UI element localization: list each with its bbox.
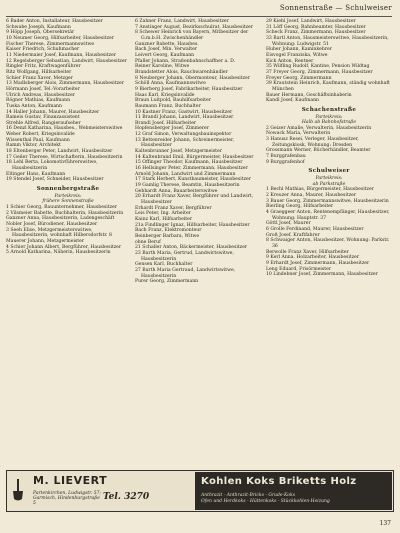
directory-entry: 2 Vilsmeier Babette, Buchhalterin, Hausbesitzerin <box>6 210 124 216</box>
directory-entry: 17 Stark Herbert, Kunstbaumeister, Hausbesitzer <box>135 177 251 183</box>
directory-entry: Rameis Gustav, Finanzassistent <box>6 115 80 121</box>
directory-entry: 9 Bierberg Josef, Fabrikarbeiter, Hausbesitzer <box>135 86 243 92</box>
directory-entry: 27 Barth Maria Gertraud, Landwirtswitwe, Hausbesitzerin <box>135 267 236 279</box>
header-rule <box>6 16 392 17</box>
directory-entry: Freyer Georg, Zimmermann <box>266 75 332 81</box>
column-1 <box>6 19 130 256</box>
directory-entry: 8 Schwaiger Anton, Hausbesitzer, Wohnung: Parkstr. 36 <box>266 238 390 249</box>
directory-entry: Ganzner Babette, Hausbes. <box>135 41 199 47</box>
company-telephone: Tel. 3270 <box>103 492 150 502</box>
directory-entry: 14 Kaltenbrand Emil, Bürgermeister, Hausbesitzer <box>135 154 254 160</box>
directory-entry: 6 Zahner Franz, Landwirt, Hausbesitzer <box>135 19 229 24</box>
directory-entry: Gebhardt Anna, Bauarbeiterswitwe <box>135 188 218 194</box>
directory-entry: Strehle Alfred, Rangieraufseher <box>6 120 81 126</box>
directory-entry: Kick Anton, Rentner <box>266 58 314 64</box>
directory-entry: Ganzner Anna, Hausbesitzerin, Ladengeschäft <box>6 216 115 222</box>
directory-entry: Haas Karl, Kriegsinvalide <box>135 92 195 98</box>
directory-entry: Arnold Johann, Landwirt und Zimmermann <box>135 171 236 177</box>
street-subheading: Parteikreis: <box>315 176 343 182</box>
directory-entry: 19 Gamlig Therese, Beamtin, Hausbesitzerin <box>135 183 240 189</box>
street-subheading: Parteikreis: <box>54 193 82 199</box>
column-3 <box>266 19 392 278</box>
directory-entry: Eltinger Hans, Kaufmann <box>6 171 66 177</box>
directory-entry: Kaiser Friedrich, Schuhmacher <box>6 47 80 53</box>
directory-entry: Leng Eduard, Frisörmeister <box>266 266 332 272</box>
directory-entry: Bach Josef, Min. Verwalter <box>135 47 198 53</box>
street-heading: Schulweiser <box>308 168 350 175</box>
street-heading: Schachenstraße <box>301 106 357 113</box>
directory-entry: Leis Peter, Ing. Arbeiter <box>135 211 191 217</box>
directory-entry: 16 Denzl Katharina, Hausbes., Webmeisterswitwe <box>6 126 123 132</box>
advertisement <box>6 470 394 512</box>
directory-entry: Brandl Josef, Hilfsarbeiter <box>135 120 197 126</box>
directory-entry: 37 Freyer Georg, Zimmermann, Hausbesitzer <box>266 69 373 75</box>
directory-entry: 13 Madlsberger Alois, Zimmermann, Hausbesitzer <box>6 81 124 87</box>
directory-entry: 21 Schaller Anton, Bäckermeister, Hausbesitzer <box>135 245 247 251</box>
directory-entry: 8 Schewer Heinrich von Bayern, Mitbesitzer der G.m.b.H. Zwischenhändler <box>135 30 249 41</box>
directory-entry: Gensen Karl, Buchhalter <box>135 262 193 268</box>
directory-entry: 15 Offinger Theodor, Kaufmann, Hausbesitzer <box>135 160 243 166</box>
directory-entry: 3 Seeh Elise, Metzgermeisterswitwe, Hausbesitzerin, wohnhaft Hilbersdorfstr. 8 <box>6 227 112 239</box>
directory-entry: Bauer Hermann, Geschäftsinhaberin <box>266 92 352 98</box>
directory-entry: Ritz Wolfgang, Hilfsarbeiter <box>6 69 72 75</box>
directory-entry: 29 Kiehl Josef, Landwirt, Hausbesitzer <box>266 19 356 24</box>
directory-entry: Leivert Georg, Kaufmann <box>135 52 195 58</box>
directory-entry: 18 Lehl Berta, Lokomotivführerswitwe, Hausbesitzerin <box>6 160 98 172</box>
directory-entry: 19 Stendel Josef, Schneider, Hausbesitzer <box>6 177 104 183</box>
directory-entry: Purer Georg, Zimmermann <box>135 279 199 285</box>
directory-entry: Kaltenbrunner Josef, Metzgermeister <box>135 149 222 155</box>
directory-entry: 6 Bader Anton, Installateur, Hausbesitzer <box>6 19 103 24</box>
directory-entry: 11 Brandl Johann, Landwirt, Hausbesitzer <box>135 115 234 121</box>
directory-entry: Kandl Josef, Kaufmann <box>266 98 319 104</box>
directory-entry: 10 Lindebner Josef, Zimmermann, Hausbesitzer <box>266 272 378 278</box>
directory-entry: 39 Krautstein Heinrich, Kaufmann, ständig wohnhaft München <box>266 81 390 92</box>
street-subheading: Parteikreis: <box>315 114 343 120</box>
street-subheading: ab Parkstraße <box>312 181 346 187</box>
directory-entry: Schöll Anna, Kaufmannswitwe <box>135 81 206 87</box>
directory-entry: Ringler Fritz, Kraftwagenführer <box>6 64 81 70</box>
directory-entry: Göttl Josef, Maurer <box>266 221 311 227</box>
company-address: Partenkirchen, Ludwigstr. 57; Garmisch, Hindenburgstraße 5 <box>33 491 102 506</box>
directory-entry: Scheck Franz, Zimmermann, Hausbesitzer <box>266 30 366 36</box>
directory-entry: Berwolle Franz Xaver, Hilfsarbeiter <box>266 249 349 255</box>
directory-entry: Fischer Therese, Zimmermannswitwe <box>6 41 95 47</box>
shovel-logo-icon <box>11 479 25 501</box>
directory-entry: 17 Geiler Therese, Wirtschafterin, Hausbesitzerin <box>6 154 123 160</box>
directory-entry: 2 Kreuzer Anna, Maurer, Hausbesitzer <box>266 193 357 199</box>
directory-entry: 13 Bettenreider Johann, Schreinermeister, Hausbesitzer <box>135 137 235 149</box>
directory-entry: Groß Josef, Kraftfahrer <box>266 232 320 238</box>
directory-entry: Nobler Josef, Bürodiener, Hausbesitzer <box>6 221 98 227</box>
directory-entry: 10 Kastner Franz, Gastwirt, Hausbesitzer <box>135 109 233 115</box>
directory-entry: 6 Grolle Ferdinand, Maurer, Hausbesitzer <box>266 226 364 232</box>
directory-entry: Nowack Maria, Verwalterin <box>266 131 331 137</box>
directory-entry: 8 Neuberger Johann, Obermonteur, Hausbesitzer <box>135 75 250 81</box>
directory-entry: Mauerer Johann, Metzgermeister <box>6 238 85 244</box>
directory-entry: Tuska Anton, Kaufmann <box>6 103 62 109</box>
directory-entry: 4 Graeggeer Anton, Rentenempfänger, Hausbesitzer, Wohnung: Hauptstr. 37 <box>266 210 390 221</box>
directory-entry: 4 Schier Johann Albert, Bergführer, Hausbesitzer <box>6 244 122 250</box>
directory-entry: Bach Franz, Elektromonteur <box>135 228 202 234</box>
directory-entry: 12 Graf Simon, Verwaltungsbauinspektor <box>135 132 232 138</box>
directory-entry: Grossmann Werner, Bücherhändler, Beamter <box>266 148 371 154</box>
directory-entry: Braun Luitpold, Bauhilfsarbeiter <box>135 98 211 104</box>
directory-entry: 10 Neumer Georg, Hilfsarbeiter, Hausbesitzer <box>6 35 114 41</box>
products-line-2: Ofen und Herdkoks - Hüttenkoks - Stückkohlen-Heizung <box>201 499 330 504</box>
header-title: Sonnenstraße — Schulweiser <box>279 4 392 12</box>
directory-entry: Beinberger Barbara, Witwe <box>135 233 200 239</box>
directory-entry: 11 Niedermaier Josef, Kaufmann, Hausbesitzer <box>6 52 116 58</box>
directory-entry: Brandstetter Alois, Rauchwarenhändler <box>135 69 228 75</box>
products-headline: Kohlen Koks Briketts Holz <box>201 476 357 487</box>
page-header <box>6 4 392 16</box>
directory-entry: 21a Findlinger Ignaz, Hilfsarbeiter, Hausbesitzer <box>135 222 250 228</box>
directory-entry: 1 Schier Georg, Bauunternehmer, Hausbesitzer <box>6 205 117 210</box>
directory-entry: 31 Löff Georg, Bahnbeamter, Hausbesitzer <box>266 24 366 30</box>
directory-entry: 35 Wilfling Rudolf, Kantine, Pension Wildtag <box>266 64 370 70</box>
directory-entry: 9 Kerl Anna, Holzarbeiter, Hausbesitzer <box>266 255 360 261</box>
directory-entry: 5 Arnold Katharina, Näherin, Hausbesitzerin <box>6 250 111 256</box>
directory-entry: 3 Hanusz Resei, Verleger, Hausbesitzer, Zeitungskiosk, Wohnung: Dresden <box>266 137 359 148</box>
street-subheading: frühere Sonnenstraße <box>42 199 94 205</box>
directory-entry: Hopfensberger Josef, Zimmerer <box>135 126 209 132</box>
directory-entry: Wissenthal Paul, Kaufmann <box>6 137 70 143</box>
directory-entry: 20 Erhardt Franz Xaver, Bergführer und Landwirt, Hausbesitzer <box>135 194 254 205</box>
directory-entry: Weber Robert, Kriegsinvalide <box>6 132 75 138</box>
products-line-1: Anthrazit - Anthrazit-Bricks - Grude-Koks <box>201 493 296 498</box>
directory-entry: 9 Erhardt Josef, Zimmermann, Hausbesitzer <box>266 260 370 266</box>
directory-entry: 3 Bauer Georg, Zimmermannswitwe, Hausbesitzerin <box>266 198 389 204</box>
directory-entry: Hörmann Josef, Tel.-Vorarbeiter <box>6 86 80 92</box>
directory-entry: Rögner Mathias, Kaufmann <box>6 98 71 104</box>
directory-entry: Schwabe Joseph, Kaufmann <box>6 24 71 30</box>
directory-entry: Erhardt Franz Xaver, Bergführer <box>135 205 212 211</box>
directory-entry: 1 Bechl Mathias, Bürgermeister, Hausbesitzer <box>266 187 374 193</box>
directory-entry: Huber Johann, Kaminkehrer <box>266 47 332 53</box>
directory-entry: 9 Höpp Joseph, Obersekretär <box>6 30 75 36</box>
directory-entry: 9 Burggrafenhof <box>266 159 305 165</box>
directory-entry: 33 Bartl Anton, Hausmeisterswitwe, Hausbesitzerin, Wohnung: Ludwigstr. 51 <box>266 35 389 47</box>
street-subheading: Halb ab Bahnhofstraße <box>301 120 357 126</box>
directory-entry: Bierling Georg, Hilfsarbeiter <box>266 204 334 210</box>
directory-entry: Schier Franz Xaver, Metzger <box>6 75 73 81</box>
street-heading: Sonnenbergstraße <box>36 186 100 193</box>
directory-entry: 16 Hellsinger Peter, Zimmermann, Hausbesitzer <box>135 166 248 172</box>
directory-entry: Reiner Karoline, Witwe <box>135 64 190 70</box>
directory-entry: Baumann Franz, Buchhalter <box>135 103 201 109</box>
directory-entry: Kainz Karl, Hilfsarbeiter <box>135 216 193 222</box>
directory-entry: 18 Eltenberger Peter, Landwirt, Hausbesitzer <box>6 149 113 155</box>
directory-entry: 2 Geizer Amalie, Verwalterin, Hausbesitzerin <box>266 125 372 131</box>
directory-entry: 7 Burggrafenbau <box>266 154 306 160</box>
directory-entry: 14 Haller Johann, Maurer, Hausbesitzer <box>6 109 100 115</box>
directory-entry: 23 Barth Maria, Gertrud, Landwirtswitwe, Hausbesitzerin <box>135 250 234 262</box>
company-name: M. LIEVERT <box>33 474 108 487</box>
directory-entry: 7 Anstinger August, Bezirksschulrat, Hausbesitzer <box>135 24 253 30</box>
directory-entry: ohne Beruf <box>135 239 161 245</box>
products-panel <box>195 472 392 510</box>
directory-entry: Eisvogel Franziska, Witwe <box>266 52 328 58</box>
directory-entry: Pfaller Johann, Straßenbahnschaffner a. D. <box>135 58 236 64</box>
directory-entry: Ulrich Andreas, Hausbesitzer <box>6 92 75 98</box>
directory-entry: 12 Regelsberger Sebastian, Landwirt, Hausbesitzer <box>6 58 127 64</box>
page-number: 137 <box>379 520 391 527</box>
column-2 <box>135 19 261 285</box>
directory-entry: Ramm Viktor, Architekt <box>6 143 61 149</box>
